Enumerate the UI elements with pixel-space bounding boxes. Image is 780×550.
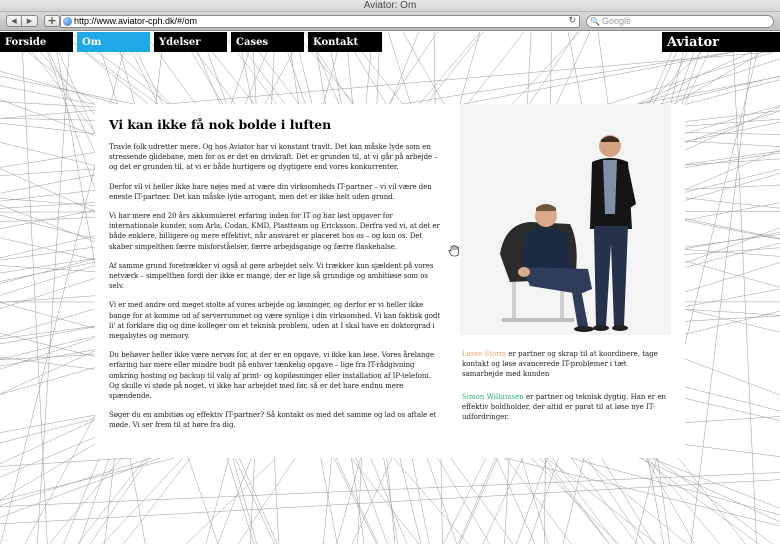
main-navigation — [0, 32, 780, 52]
article-paragraph: Derfor vil vi heller ikke bare nøjes med at være din virksomheds IT-partner – vi vil være den eneste IT-partner. Det kan måske lyde arrogant, men det er ikke helt uden grund. — [109, 182, 432, 201]
article-paragraph: Vi er med andre ord meget stolte af vores arbejde og løsninger, og derfor er vi heller ikke bange for at komme ud af serverrummet og være synlige i din virksomhed. Vi kan faktisk godt li' at forklare dig og dine kolleger om et teknisk problem, uden at I skal have en doktorgrad i megabytes og memory. — [109, 301, 441, 341]
team-member-name[interactable]: Simon Willumsen — [462, 392, 524, 401]
article-paragraph: Du behøver heller ikke være nervøs for, at der er en opgave, vi ikke kan løse. Vores årelange erfaring har mere eller mindre budt på enhver tænkelig opgave – lige fra IT-rådgivning omkring hosting og backup til valg af print- og kopiløsninger eller installation af IP-telefoni. Og skulle vi støde på noget, vi ikke har arbejdet med før, så er det bare endnu mere spændende. — [109, 351, 435, 401]
team-member-caption — [462, 349, 667, 380]
team-member-description: er partner og teknisk dygtig. Han er en effektiv boldholder, der altid er parat til at løse nye IT-udfordringer. — [462, 392, 666, 422]
nav-item-forside[interactable]: Forside — [0, 32, 73, 52]
web-page — [0, 32, 780, 544]
nav-item-cases[interactable]: Cases — [231, 32, 304, 52]
background-line — [691, 32, 754, 544]
team-photo-illustration — [460, 104, 671, 335]
team-member-caption — [462, 392, 667, 423]
add-bookmark-button[interactable]: + — [44, 15, 60, 27]
magnifier-icon: 🔍 — [590, 17, 600, 26]
article-paragraph: Søger du en ambitiøs og effektiv IT-partner? Så kontakt os med det samme og lad os aftale et møde. Vi ser frem til at høre fra dig. — [109, 411, 437, 430]
background-line — [0, 473, 780, 507]
article-paragraph: Travle folk udretter mere. Og hos Aviator har vi konstant travlt. Det kan måske lyde som en stressende glidebane, men for os er det en drivkraft. Det er grunden til, at vi går på arbejde – og det er grunden til, at vi er både hurtigere og dygtigere end vores konkurrenter. — [109, 143, 438, 172]
globe-icon — [63, 17, 72, 26]
team-photo — [460, 104, 671, 335]
background-line — [0, 480, 780, 524]
article-paragraph: Vi har mere end 20 års akkumuleret erfaring inden for IT og har løst opgaver for internationale kunder, som Arla, Codan, KMD, Plastteam og Ericksson. Derfra ved vi, at det er både enklere, billigere og mere effektivt, når ansvaret er placeret hos os – og kun os. Det skaber simpelthen færre misforståelser, færre arbejdsgange og færre flaskehalse. — [109, 212, 440, 251]
forward-button[interactable]: ▶ — [22, 15, 38, 27]
url-text[interactable]: http://www.aviator-cph.dk/#/om — [74, 16, 198, 26]
background-line — [22, 32, 48, 544]
brand-logo[interactable]: Aviator — [662, 32, 780, 52]
hand-cursor-icon — [448, 245, 460, 257]
browser-toolbar — [0, 12, 780, 31]
article-paragraph: Af samme grund foretrækker vi også at gøre arbejdet selv. Vi trækker kun sjældent på vores netværk – simpelthen fordi der ikke er mange, der er lige så grundige og ambitiøse som os selv. — [109, 261, 434, 291]
team-member-description: er partner og skrap til at koordinere, tage kontakt og løse avancerede IT-problemer i tæt samarbejde med kunden — [462, 350, 658, 379]
browser-titlebar — [0, 0, 780, 12]
background-line — [733, 32, 757, 544]
search-placeholder[interactable]: Google — [602, 16, 632, 26]
back-button[interactable]: ◀ — [6, 15, 22, 27]
nav-item-ydelser[interactable]: Ydelser — [154, 32, 227, 52]
nav-item-om[interactable]: Om — [77, 32, 150, 52]
address-bar[interactable] — [60, 15, 580, 28]
team-member-name[interactable]: Lasse Storm — [462, 350, 507, 358]
team-captions — [462, 349, 667, 434]
reload-icon[interactable]: ↻ — [568, 16, 576, 26]
nav-item-kontakt[interactable]: Kontakt — [308, 32, 382, 52]
search-field[interactable] — [586, 15, 774, 28]
page-headline: Vi kan ikke få nok bolde i luften — [109, 117, 332, 132]
content-panel — [95, 104, 685, 458]
window-title: Aviator: Om — [363, 0, 417, 11]
article-body — [109, 142, 441, 440]
